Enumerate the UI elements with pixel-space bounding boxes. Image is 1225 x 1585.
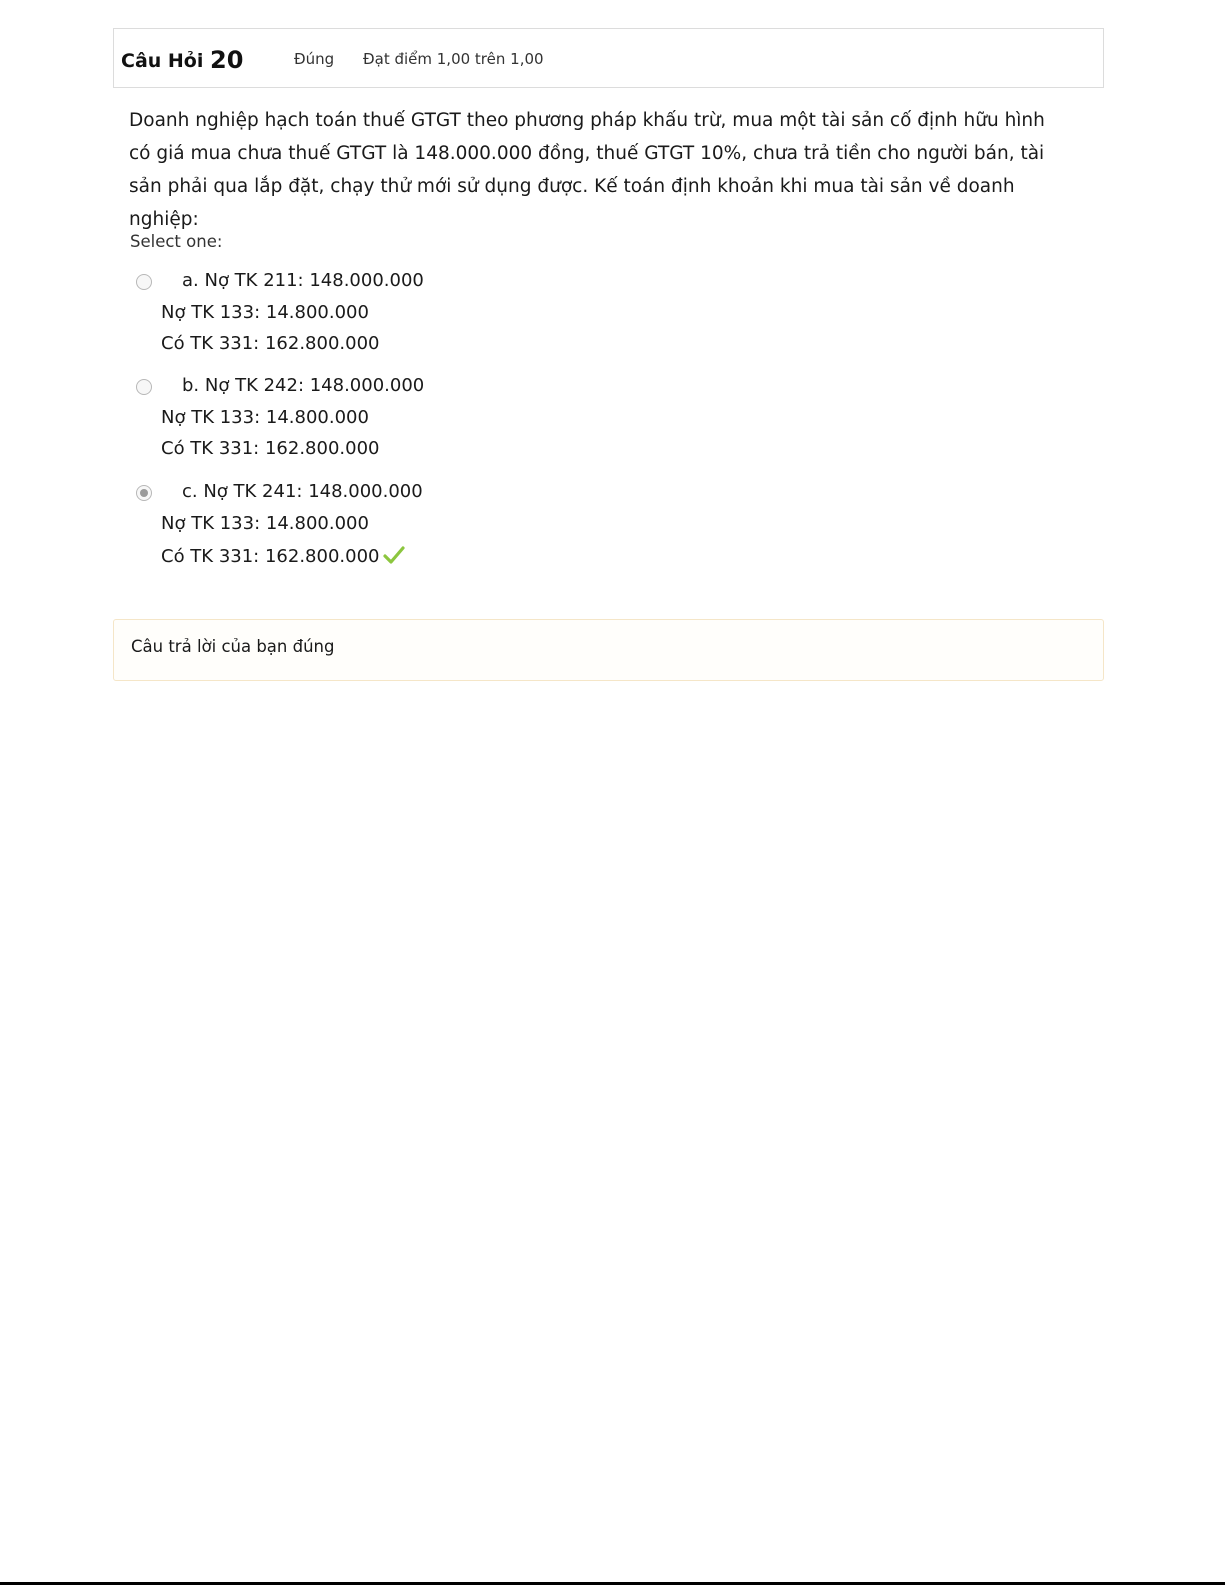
question-grade: Đạt điểm 1,00 trên 1,00 xyxy=(363,50,544,68)
question-text: Doanh nghiệp hạch toán thuế GTGT theo phương pháp khấu trừ, mua một tài sản cố định hữu hình có giá mua chưa thuế GTGT là 148.000.000 đồng, thuế GTGT 10%, chưa trả tiền cho người bán, tài sản phải qua lắp đặt, chạy thử mới sử dụng được. Kế toán định khoản khi mua tài sản về doanh nghiệp: xyxy=(129,110,1045,230)
option-a-line-2: Nợ TK 133: 14.800.000 xyxy=(161,302,369,323)
option-b-line-3: Có TK 331: 162.800.000 xyxy=(161,438,380,459)
question-label: Câu Hỏi xyxy=(121,50,204,72)
option-a-radio[interactable] xyxy=(136,274,152,290)
question-number xyxy=(121,45,243,73)
feedback-box xyxy=(113,619,1104,681)
option-b-radio[interactable] xyxy=(136,379,152,395)
option-b-line-2: Nợ TK 133: 14.800.000 xyxy=(161,407,369,428)
option-a-line-3: Có TK 331: 162.800.000 xyxy=(161,333,380,354)
feedback-text: Câu trả lời của bạn đúng xyxy=(131,637,335,656)
option-c-line-1[interactable]: c. Nợ TK 241: 148.000.000 xyxy=(182,481,423,502)
question-info-box xyxy=(113,28,1104,88)
select-one-prompt: Select one: xyxy=(130,232,223,251)
checkmark-icon xyxy=(383,545,405,565)
option-c-line-3: Có TK 331: 162.800.000 xyxy=(161,546,380,567)
option-c-line-2: Nợ TK 133: 14.800.000 xyxy=(161,513,369,534)
option-c-radio[interactable] xyxy=(136,485,152,501)
question-state: Đúng xyxy=(294,50,335,68)
option-c-line-3-wrap xyxy=(161,545,405,567)
option-a-line-1[interactable]: a. Nợ TK 211: 148.000.000 xyxy=(182,270,424,291)
question-number-value: 20 xyxy=(210,46,244,74)
option-b-line-1[interactable]: b. Nợ TK 242: 148.000.000 xyxy=(182,375,425,396)
